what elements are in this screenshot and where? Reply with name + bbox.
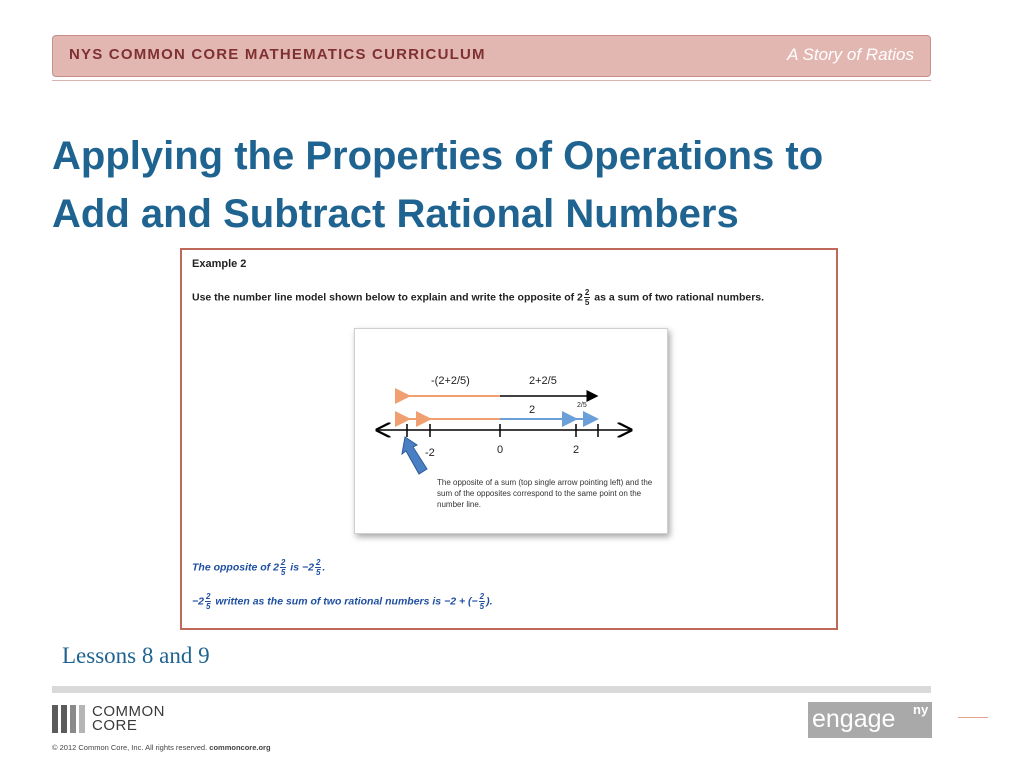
- label-sum: 2+2/5: [529, 375, 557, 387]
- answer2-fraction-b-denominator: 5: [479, 602, 485, 611]
- answer1-fraction-a: [280, 558, 286, 577]
- prompt-fraction-denominator: 5: [584, 298, 590, 307]
- tick-label-two: 2: [573, 444, 580, 456]
- banner-divider: [52, 80, 931, 81]
- answer2-fraction-b-numerator: 2: [479, 592, 485, 601]
- engageny-logo: [808, 702, 932, 738]
- curriculum-banner: [52, 35, 931, 77]
- label-opposite-of-sum: -(2+2/5): [431, 375, 470, 387]
- tick-label-zero: 0: [497, 444, 504, 456]
- answer2-text-start: −2: [192, 595, 204, 608]
- example-prompt: [192, 288, 764, 307]
- number-line-figure: [354, 328, 668, 534]
- slide-title-line-2: Add and Subtract Rational Numbers: [52, 192, 739, 236]
- answer2-text-mid: written as the sum of two rational numbers is −2 + (−: [215, 595, 478, 608]
- answer-line-2: [192, 592, 493, 611]
- label-two: 2: [529, 404, 536, 416]
- common-core-logo: [52, 705, 182, 737]
- answer2-fraction-a-denominator: 5: [205, 602, 211, 611]
- label-two-fifths: 2/5: [577, 402, 587, 409]
- story-name: A Story of Ratios: [787, 45, 914, 64]
- answer1-fraction-b: [315, 558, 321, 577]
- prompt-fraction: [584, 288, 590, 307]
- copyright-text: © 2012 Common Core, Inc. All rights reserved.: [52, 743, 208, 752]
- answer1-fraction-b-numerator: 2: [315, 558, 321, 567]
- answer-line-1: [192, 558, 325, 577]
- common-core-wordmark: [92, 705, 165, 733]
- answer1-text-mid: is −2: [290, 561, 314, 574]
- answer1-fraction-a-denominator: 5: [280, 568, 286, 577]
- common-core-word-1: COMMON: [92, 703, 165, 720]
- prompt-text-end: as a sum of two rational numbers.: [594, 291, 765, 304]
- tick-label-neg-two: -2: [425, 447, 435, 459]
- answer2-fraction-a-numerator: 2: [205, 592, 211, 601]
- slide-title-line-1: Applying the Properties of Operations to: [52, 134, 824, 178]
- prompt-fraction-numerator: 2: [584, 288, 590, 297]
- engage-wordmark: engage: [812, 705, 896, 733]
- answer1-text-start: The opposite of 2: [192, 561, 279, 574]
- figure-caption: The opposite of a sum (top single arrow pointing left) and the sum of the opposites correspond to the same point on the number line.: [437, 478, 653, 509]
- curriculum-name: NYS COMMON CORE MATHEMATICS CURRICULUM: [69, 46, 486, 63]
- prompt-text-start: Use the number line model shown below to explain and write the opposite of 2: [192, 291, 583, 304]
- example-box: [180, 248, 838, 630]
- slide-title: [52, 127, 952, 243]
- footer-divider: [52, 686, 931, 693]
- copyright-notice: [52, 743, 271, 752]
- engage-superscript: ny: [913, 702, 929, 717]
- answer1-fraction-a-numerator: 2: [280, 558, 286, 567]
- answer2-fraction-a: [205, 592, 211, 611]
- corner-accent-line: [958, 717, 988, 718]
- answer2-fraction-b: [479, 592, 485, 611]
- lessons-label: Lessons 8 and 9: [62, 643, 210, 668]
- pointer-arrow-icon: [402, 437, 427, 474]
- answer2-text-end: ).: [486, 595, 493, 608]
- copyright-site: commoncore.org: [209, 743, 271, 752]
- common-core-word-2: CORE: [92, 717, 138, 734]
- answer1-fraction-b-denominator: 5: [315, 568, 321, 577]
- answer1-text-end: .: [322, 561, 326, 574]
- example-heading: Example 2: [192, 258, 247, 270]
